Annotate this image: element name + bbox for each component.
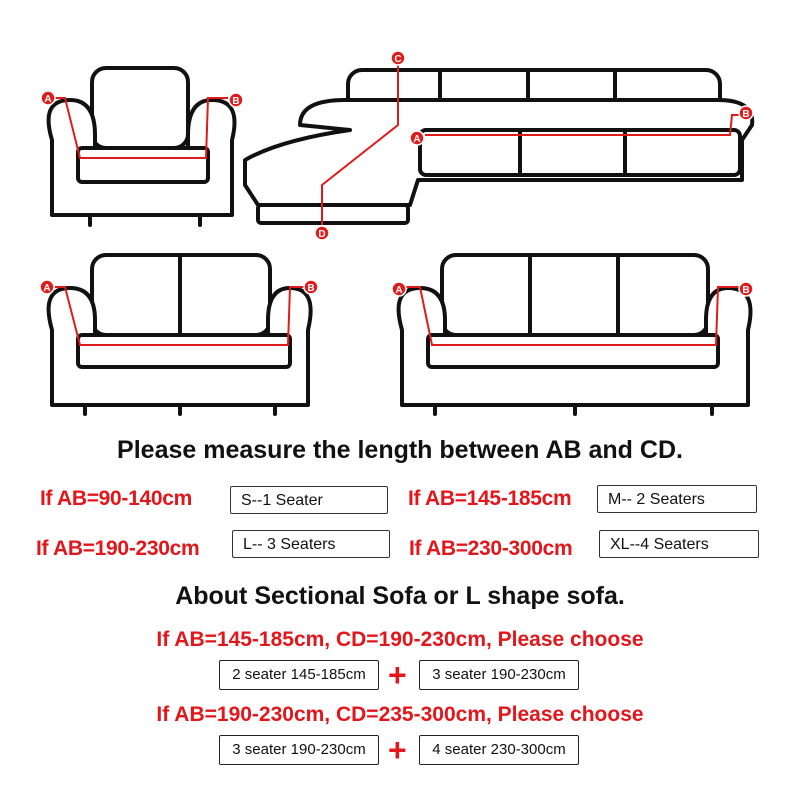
size-label-m: M-- 2 Seaters bbox=[597, 485, 757, 513]
marker-a bbox=[41, 91, 55, 105]
marker-b bbox=[229, 93, 243, 107]
marker-b bbox=[739, 282, 753, 296]
svg-text:B: B bbox=[742, 285, 750, 296]
sectional-condition: If AB=145-185cm, CD=190-230cm, Please choose bbox=[156, 628, 644, 651]
svg-text:A: A bbox=[395, 285, 403, 296]
marker-d bbox=[315, 226, 329, 240]
marker-b bbox=[739, 106, 753, 120]
plus-icon: + bbox=[388, 732, 407, 768]
marker-c bbox=[391, 51, 405, 65]
option-second: 4 seater 230-300cm bbox=[419, 735, 579, 765]
sectional-sofa-diagram bbox=[245, 60, 752, 225]
sectional-condition: If AB=190-230cm, CD=235-300cm, Please choose bbox=[156, 703, 644, 726]
svg-text:B: B bbox=[307, 283, 315, 294]
svg-text:C: C bbox=[394, 54, 402, 65]
marker-a bbox=[410, 131, 424, 145]
plus-icon: + bbox=[388, 657, 407, 693]
armchair-diagram bbox=[49, 68, 235, 225]
marker-b bbox=[304, 280, 318, 294]
two-seater-diagram bbox=[49, 255, 311, 414]
measure-heading: Please measure the length between AB and CD. bbox=[117, 436, 683, 464]
svg-text:A: A bbox=[413, 134, 421, 145]
size-condition: If AB=230-300cm bbox=[409, 537, 573, 560]
size-label-xl: XL--4 Seaters bbox=[599, 530, 759, 558]
marker-a bbox=[40, 280, 54, 294]
size-condition: If AB=190-230cm bbox=[36, 537, 200, 560]
sectional-heading: About Sectional Sofa or L shape sofa. bbox=[175, 582, 625, 610]
svg-text:B: B bbox=[742, 109, 750, 120]
svg-text:A: A bbox=[43, 283, 51, 294]
three-seater-diagram bbox=[399, 255, 751, 414]
size-label-l: L-- 3 Seaters bbox=[232, 530, 390, 558]
option-first: 3 seater 190-230cm bbox=[219, 735, 379, 765]
option-first: 2 seater 145-185cm bbox=[219, 660, 379, 690]
size-label-s: S--1 Seater bbox=[230, 486, 388, 514]
size-condition: If AB=145-185cm bbox=[408, 487, 572, 510]
svg-text:A: A bbox=[44, 94, 52, 105]
option-second: 3 seater 190-230cm bbox=[419, 660, 579, 690]
svg-text:B: B bbox=[232, 96, 240, 107]
svg-text:D: D bbox=[318, 229, 326, 240]
marker-a bbox=[392, 282, 406, 296]
size-condition: If AB=90-140cm bbox=[40, 487, 193, 510]
